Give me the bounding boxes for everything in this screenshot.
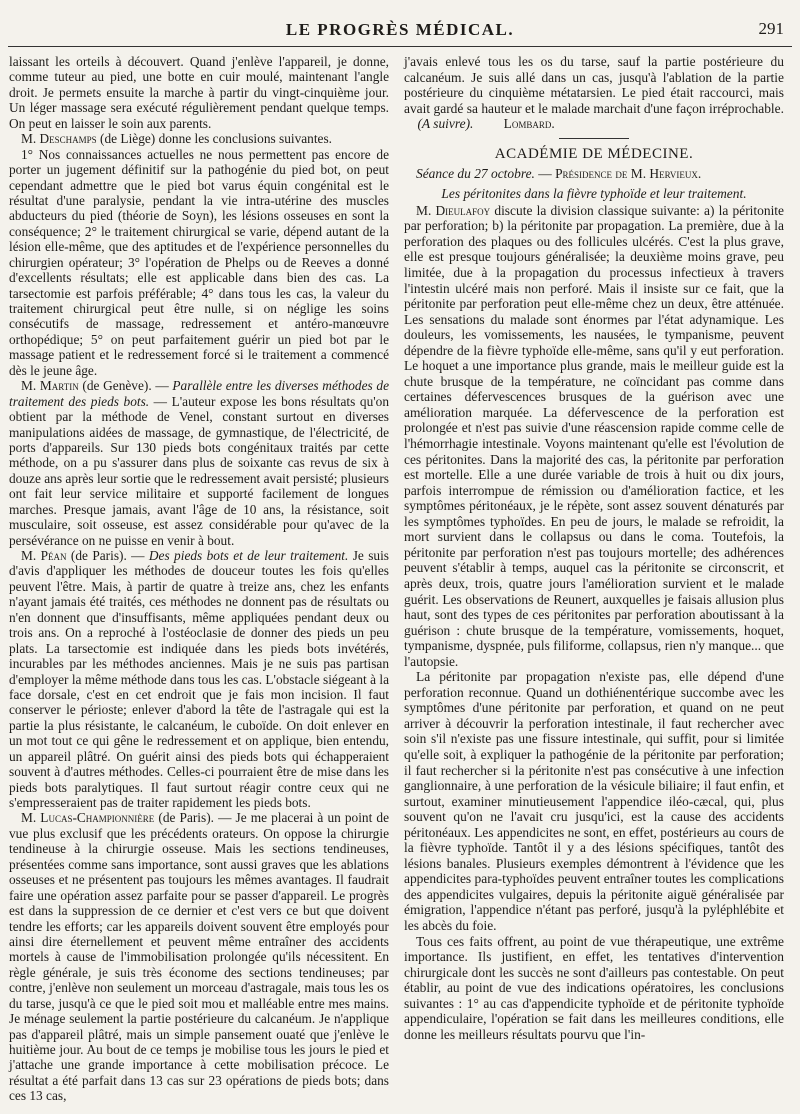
paragraph: [404, 54, 784, 132]
paragraph: [9, 378, 389, 548]
paragraph: Tous ces faits offrent, au point de vue thérapeutique, une extrême importance. Ils justifient, en effet, les tentatives d'intervention chirurgicale dont les succès ne sont d'ailleurs pas contestable. On peut établir, au point de vue des indications opératoires, les conclusions suivantes : 1° au cas d'appendicite typhoïde et de péritonite typhoïde appendiculaire, l'opération se fait dans les meilleures conditions, elle donne les meilleurs résultats pourvu que l'in-: [404, 933, 784, 1042]
paragraph-text: (de Liège) donne les conclusions suivantes.: [96, 131, 333, 147]
paragraph-text: j'avais enlevé tous les os du tarse, sauf la partie postérieure du calcanéum. Je suis allé dans un cas, jusqu'à l'ablation de la partie postérieure du cinquième métatarsien. Le pied était raccourci, mais avait gardé sa hauteur et le malade marchait d'une façon irréprochable.: [404, 54, 784, 116]
journal-title: LE PROGRÈS MÉDICAL.: [285, 20, 515, 39]
speaker-name: M. Martin: [21, 378, 79, 394]
page-header: [0, 0, 800, 48]
article-author: Lombard.: [503, 116, 555, 132]
page-number: 291: [758, 19, 784, 38]
paragraph: 1° Nos connaissances actuelles ne nous permettent pas encore de porter un jugement définitif sur la pathogénie du pied bot, on peut cependant admettre que le pied bot varus équin congénital est le résultat d'une paralysie, pendant la vie intra-utérine des muscles abducteurs du pied (théorie de Soyn), les lésions osseuses en sont la conséquence; 2° le traitement chirurgical se varie, dépend autant de la lésion elle-même, que des aptitudes et de l'expérience personnelles du chirurgien opérateur; 3° l'opération de Phelps ou de Reeves a donné d'excellents résultats; elle est applicable dans bien des cas. La tarsectomie est parfois préférable; 4° dans tous les cas, la valeur du traitement chirurgical peut être nulle, si on néglige les soins consécutifs de massage, redressement et antéro-manœuvre orthopédique; 5° on peut parfaitement guérir un pied bot par le massage patient et le redressement forcé si le traitement a commencé dès le jeune âge.: [9, 146, 389, 378]
paragraph-text: (de Paris). — Je me placerai à un point de vue plus exclusif que les précédents orateurs. On oppose la chirurgie tendineuse à la chirurgie osseuse. Mais les sections tendineuses, présentées comme sans importance, sont aussi graves que les ablations osseuses et ne présentent pas toujours les mêmes avantages. Il faudrait faire une opération assez parfaite pour se passer d'appareil. Le progrès est dans la suppression de ce dernier et c'est vers ce but que doivent tendre les efforts; car les appareils doivent souvent être employés pour ainsi dire éternellement et peuvent même entraîner des accidents mortels à cause de l'immobilisation prolongée qu'ils nécessitent. En règle générale, je suis très économe des sections tendineuses; par contre, j'enlève non seulement un morceau d'astragale, mais tous les os du tarse, jusqu'à ce que le pied soit mou et malléable entre mes mains. Je ménage seulement la partie postérieure du calcanéum. Je n'applique pas d'appareil plâtré, mais un simple pansement ouaté que j'enlève le huitième jour. Au bout de ce temps je mobilise tous les jours le pied et j'attache une grande importance à cette mobilisation précoce. Le résultat a été parfait dans 13 cas sur 23 opérations de pieds bots; dans ces 13 cas,: [9, 810, 389, 1104]
paragraph: [9, 548, 389, 810]
to-be-continued: (A suivre).: [417, 116, 474, 132]
section-divider: [559, 138, 629, 139]
paragraph-text: — L'auteur expose les bons résultats qu'on obtient par la méthode de Venel, constant surtout en diverses manipulations aidées de massage, de gymnastique, de l'électricité, de ports d'appareils. Sur 130 pieds bots congénitaux traités par cette méthode, on a pu s'assurer dans plus de soixante cas revus de six à douze ans après leur sortie que le redressement avait persisté; plusieurs ont fait leur service militaire et supporté facilement de longues marches. Presque jamais, avant l'âge de 10 ans, la résistance, soit musculaire, soit osseuse, est assez considérable pour qu'avec de la persévérance on ne puisse en venir à bout.: [9, 393, 389, 548]
article-subtitle: Les péritonites dans la fièvre typhoïde et leur traitement.: [441, 185, 747, 201]
left-column: [9, 54, 389, 1104]
speaker-name: M. Deschamps: [21, 131, 97, 147]
session-president: — Présidence de M. Hervieux.: [534, 166, 702, 182]
speaker-place: (de Paris). —: [66, 548, 149, 563]
speaker-name: M. Lucas-Championnière: [21, 810, 155, 826]
paragraph: laissant les orteils à découvert. Quand j'enlève l'appareil, je donne, comme tuteur au pied, une botte en cuir moulé, maintenant l'angle droit. Je permets ensuite la marche à partir du vingt-cinquième jour. Un léger massage sera exécuté régulièrement pendant quelque temps. On peut en laisser le soin aux parents.: [9, 54, 389, 131]
paragraph: La péritonite par propagation n'existe pas, elle dépend d'une perforation reconnue. Quand un dothiénentérique succombe avec les symptômes d'une péritonite par perforation, et quand on ne peut arriver à découvrir la perforation intestinale, il faut rechercher avec soin s'il n'existe pas une fissure intestinale, qui suffit, pour si limitée qu'elle soit, à expliquer la pathogénie de la péritonite par perforation; il faut rechercher si la péritonite n'est pas consécutive à une infection ganglionnaire, à une perforation de la vésicule biliaire; il faut enfin, et surtout, examiner minutieusement l'appendice iléo-cæcal, qui, plus souvent qu'on ne l'avait cru jusqu'ici, est la cause des accidents péritonéaux. Les appendicites ne sont, en effet, postérieurs au cours de la fièvre typhoïde. Tantôt il y a des lésions spécifiques, tantôt des lésions banales. Plusieurs exemples démontrent à l'évidence que les appendicites para-typhoïdes peuvent entraîner toutes les complications des appendicites vulgaires, depuis la péritonite aiguë généralisée par émigration, l'appendice n'étant pas perforé, jusqu'à la pyléphlébite et les abcès du foie.: [404, 669, 784, 933]
paragraph: [9, 810, 389, 1103]
talk-title: Des pieds bots et de leur traitement.: [148, 548, 349, 563]
header-rule: [8, 46, 792, 47]
session-date: Séance du 27 octobre.: [416, 166, 535, 182]
paragraph: [9, 131, 389, 146]
speaker-name: M. Dieulafoy: [416, 202, 491, 218]
right-column: [404, 54, 784, 1042]
session-line: [404, 166, 784, 182]
paragraph: [404, 203, 784, 669]
talk-title: Parallèle entre les diverses méthodes de traitement des pieds bots.: [9, 378, 389, 409]
speaker-name: M. Péan: [21, 548, 67, 563]
paragraph-text: Je suis d'avis d'appliquer les méthodes de douceur toutes les fois qu'elles peuvent l'être. Mais, à partir de quatre à treize ans, chez les enfants n'ayant jamais été traités, ces méthodes ne donnent pas de résultats ou n'en donnent que d'insuffisants, même appliquées pendant deux ou trois ans. On a reproché à l'ostéoclasie de donner des pieds un peu plats. La tarsectomie est indiquée dans les pieds bots invétérés, incurables par les méthodes anciennes. Mais je ne suis pas partisan d'employer la même méthode dans tous les cas. L'obstacle siégeant à la face dorsale, c'est en cet endroit que je fais mon incision. Il faut conserver le périoste; enlever d'abord la tête de l'astragale qui est la partie la plus résistante, le calcanéum, le cuboïde. On doit enlever en un mot tout ce qui gêne le redressement et on applique, bien entendu, un appareil plâtré. On guérit ainsi des pieds bots qui échapperaient souvent à d'autres méthodes. Celles-ci pourraient être de mise dans les pieds bots paralytiques. Il faut surtout réagir contre ceux qui ne s'empresseraient pas de traiter rapidement les pieds bots.: [9, 548, 389, 810]
section-title: ACADÉMIE DE MÉDECINE.: [494, 145, 694, 162]
paragraph-text: discute la division classique suivante: a) la péritonite par perforation; b) la péritonite par propagation. La première, due à la perforation des plaques ou des follicules ulcérés. C'est la plus grave, elle est presque toujours généralisée; la deuxième moins grave, peu limitée, due à la propagation du processus infectieux à travers l'intestin ulcéré mais non perforé. Mais il insiste sur ce fait, que la péritonite par perforation peut elle-même chez un deux, être atténuée. Les sensations du malade sont énormes par l'état adynamique. Les douleurs, les vomissements, les nausées, le tympanisme, peuvent dépendre de la fièvre typhoïde elle-même, sans qu'il y eut perforation. Le hoquet a une importance plus grande, mais le meilleur guide est la chute brusque de la température, ne coïncidant pas comme dans certaines défervescences brusques de la guérison avec une amélioration marquée. La défervescence de la perforation est prolongée et n'est pas suivie d'une réascension rapide comme celle de l'hémorrhagie intestinale. Voyons maintenant qu'elle est l'évolution de ces péritonites. Dans la majorité des cas, la péritonite par perforation est mortelle. Elle a une durée variable de trois à huit ou dix jours, parfois interrompue de rémission ou d'amélioration factice, et les symptômes péritonéaux, je le répète, sont assez souvent dénaturés par les symptômes typhoïdes. En peu de jours, le malade se refroidit, la mort survient dans le collapsus ou dans le coma. Toutefois, la péritonite par perforation n'est pas toujours mortelle; des adhérences peuvent s'établir à temps, auquel cas la péritonite se circonscrit, et après deux, trois, quatre jours l'amélioration survient et le malade guérit. Les observations de Reunert, auxquelles je faisais allusion plus haut, sont des types de ces péritonites par perforation aboutissant à la guérison : chute brusque de la température, vomissements, hoquet, tympanisme, dyspnée, puls filiforme, collapsus, rien n'y manque... que l'autopsie.: [404, 202, 784, 669]
speaker-place: (de Genève). —: [78, 378, 173, 394]
